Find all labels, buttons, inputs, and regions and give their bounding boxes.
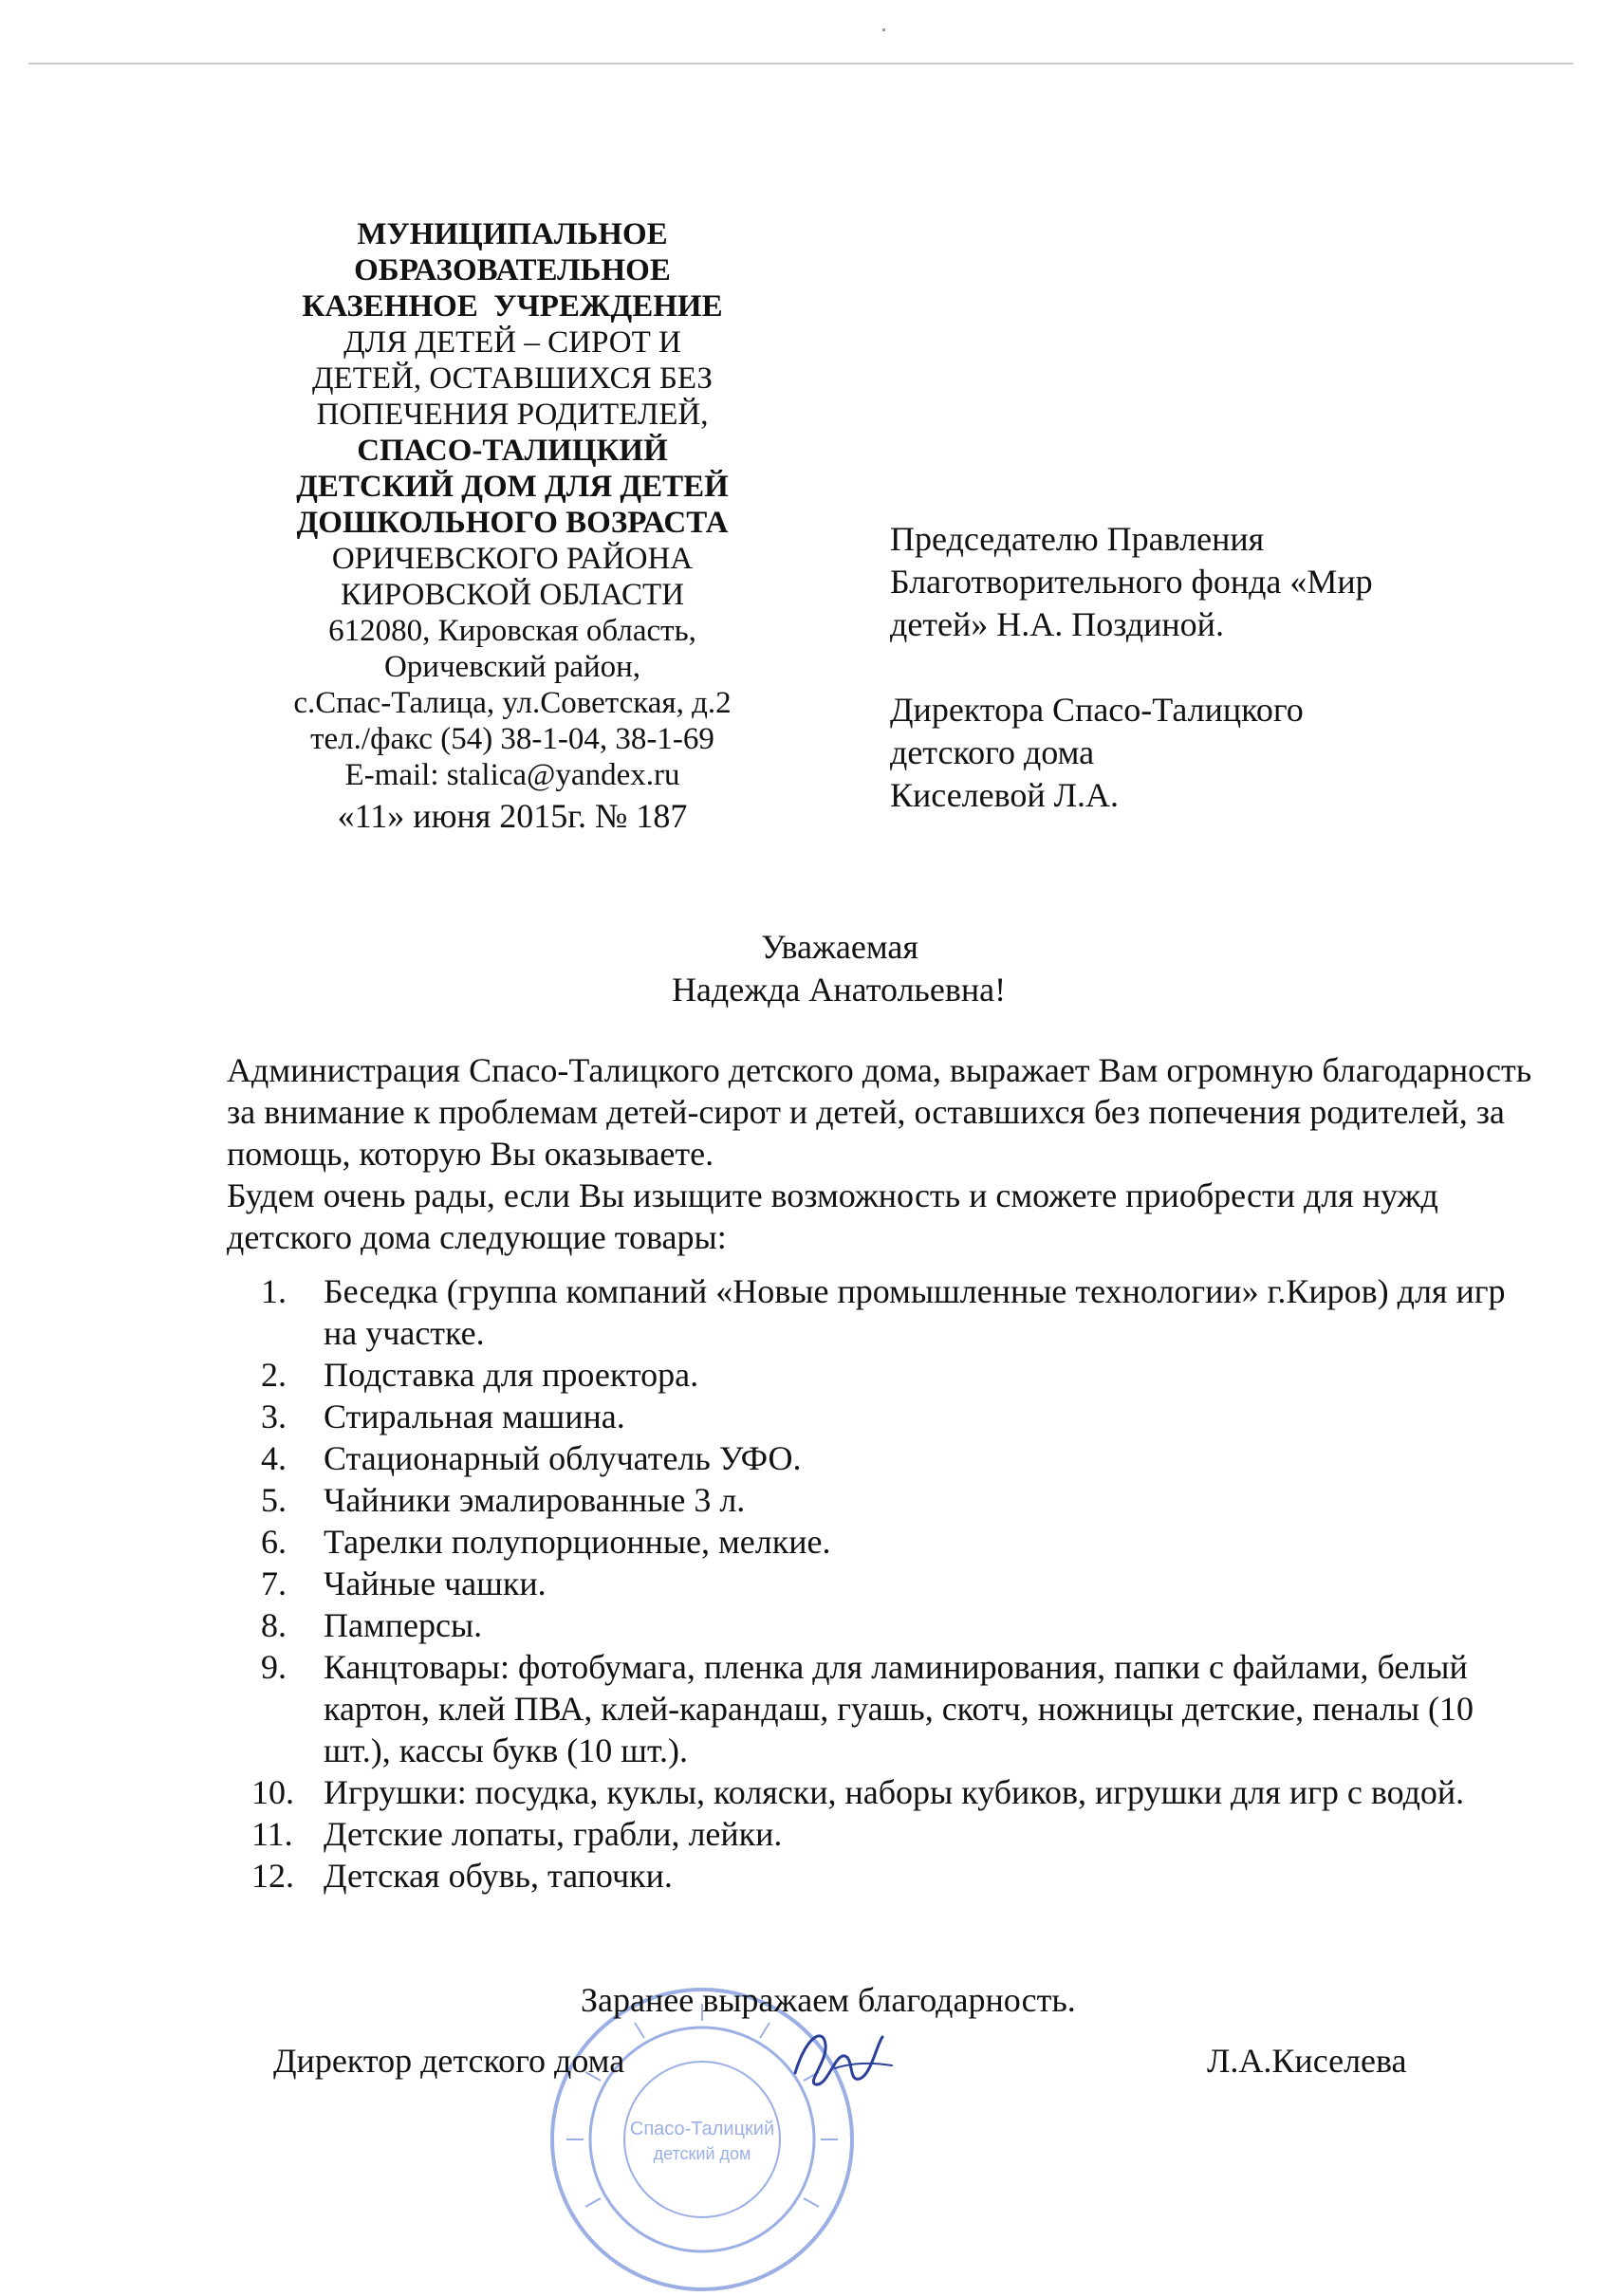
signer-name: Л.А.Киселева: [1207, 2042, 1407, 2080]
salutation-line: Надежда Анатольевна!: [671, 971, 1007, 1009]
handwritten-signature: [778, 2016, 901, 2102]
stamp-center-ring: [624, 2062, 780, 2217]
list-item: [251, 1771, 1532, 1813]
letter-date-number: «11» июня 2015г. № 187: [337, 797, 688, 835]
scan-speck: [882, 28, 885, 31]
sender-line: Директора Спасо-Талицкого: [890, 691, 1304, 729]
list-item: [251, 1855, 1532, 1897]
list-item: [261, 1563, 1532, 1604]
item-number: 6.: [261, 1523, 287, 1561]
letterhead-address: 612080, Кировская область,: [328, 614, 696, 648]
letterhead-line: КАЗЕННОЕ УЧРЕЖДЕНИЕ: [302, 289, 723, 324]
list-item: [261, 1604, 1532, 1646]
item-number: 2.: [261, 1356, 287, 1394]
recipient-line: детей» Н.А. Поздиной.: [890, 605, 1224, 643]
item-text: Памперсы.: [324, 1606, 483, 1644]
letterhead-phone: тел./факс (54) 38-1-04, 38-1-69: [310, 722, 714, 756]
letterhead-line: ДОШКОЛЬНОГО ВОЗРАСТА: [296, 506, 729, 540]
letterhead: [256, 216, 769, 837]
letterhead-address: Оричевский район,: [383, 650, 641, 684]
recipient-line: Благотворительного фонда «Мир: [890, 563, 1373, 601]
letterhead-line: МУНИЦИПАЛЬНОЕ: [357, 217, 668, 251]
item-number: 12.: [251, 1857, 294, 1895]
list-item: [261, 1354, 1532, 1396]
item-number: 9.: [261, 1648, 287, 1686]
salutation-line: Уважаемая: [761, 928, 918, 966]
list-item: [251, 1813, 1532, 1855]
letterhead-line: КИРОВСКОЙ ОБЛАСТИ: [340, 578, 685, 612]
item-text: Детские лопаты, грабли, лейки.: [324, 1815, 783, 1853]
scan-edge-line: [28, 63, 1573, 65]
recipient-block: [890, 518, 1573, 817]
item-text: Игрушки: посудка, куклы, коляски, наборы кубиков, игрушки для игр с водой.: [324, 1773, 1465, 1811]
item-text: Детская обувь, тапочки.: [324, 1857, 673, 1895]
item-number: 1.: [261, 1272, 287, 1310]
item-number: 11.: [251, 1815, 293, 1853]
list-item: [261, 1437, 1532, 1479]
list-item: [261, 1521, 1532, 1563]
letterhead-line: ПОПЕЧЕНИЯ РОДИТЕЛЕЙ,: [316, 398, 709, 432]
list-item: [261, 1270, 1532, 1354]
signer-title: Директор детского дома: [273, 2042, 625, 2080]
item-text: Подставка для проектора.: [324, 1356, 699, 1394]
sender-line: детского дома: [890, 733, 1095, 771]
body-paragraph: Администрация Спасо-Талицкого детского дома, выражает Вам огромную благодарность за внимание к проблемам детей-сирот и детей, оставшихся без попечения родителей, за помощь, которую Вы оказываете.: [227, 1051, 1532, 1173]
list-item: [261, 1646, 1532, 1771]
item-number: 10.: [251, 1773, 294, 1811]
item-text: Стиральная машина.: [324, 1398, 625, 1435]
item-number: 4.: [261, 1439, 287, 1477]
sender-line: Киселевой Л.А.: [890, 776, 1120, 814]
letterhead-line: ДЛЯ ДЕТЕЙ – СИРОТ И: [343, 325, 681, 360]
stamp-center-text: детский дом: [653, 2144, 751, 2163]
item-text: Чайные чашки.: [324, 1565, 547, 1602]
list-item: [261, 1396, 1532, 1437]
item-number: 5.: [261, 1481, 287, 1519]
item-text: Стационарный облучатель УФО.: [324, 1439, 802, 1477]
letterhead-line: ДЕТСКИЙ ДОМ ДЛЯ ДЕТЕЙ: [296, 470, 729, 504]
item-text: Канцтовары: фотобумага, пленка для ламинирования, папки с файлами, белый картон, клей ПВА, клей-карандаш, гуашь, скотч, ножницы детские, пеналы (10 шт.), кассы букв (10 шт.).: [324, 1648, 1474, 1769]
list-item: [261, 1479, 1532, 1521]
letterhead-line: ОБРАЗОВАТЕЛЬНОЕ: [354, 253, 671, 287]
salutation: [0, 926, 1613, 1011]
letterhead-address: с.Спас-Талица, ул.Советская, д.2: [293, 686, 732, 720]
letterhead-email: E-mail: stalica@yandex.ru: [344, 758, 680, 792]
item-number: 8.: [261, 1606, 287, 1644]
stamp-center-text: Спасо-Талицкий: [629, 2119, 775, 2139]
letterhead-line: ДЕТЕЙ, ОСТАВШИХСЯ БЕЗ: [312, 361, 713, 396]
requested-items-list: [251, 1270, 1532, 1897]
letterhead-line: ОРИЧЕВСКОГО РАЙОНА: [331, 542, 694, 576]
item-text: Чайники эмалированные 3 л.: [324, 1481, 746, 1519]
letterhead-line: СПАСО-ТАЛИЦКИЙ: [357, 434, 668, 468]
body-paragraph: Будем очень рады, если Вы изыщите возможность и сможете приобрести для нужд детского дома следующие товары:: [227, 1176, 1438, 1256]
item-number: 3.: [261, 1398, 287, 1435]
item-number: 7.: [261, 1565, 287, 1602]
recipient-line: Председателю Правления: [890, 520, 1265, 558]
letter-body: [227, 1049, 1536, 1258]
item-text: Беседка (группа компаний «Новые промышленные технологии» г.Киров) для игр на участке.: [324, 1272, 1506, 1352]
closing-thanks: Заранее выражаем благодарность.: [581, 1981, 1076, 2019]
item-text: Тарелки полупорционные, мелкие.: [324, 1523, 831, 1561]
